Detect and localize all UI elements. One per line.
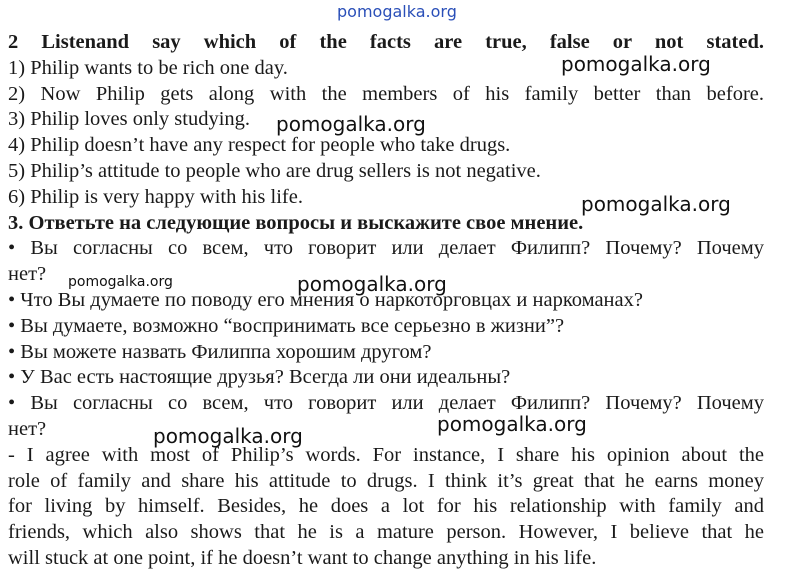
watermark-top: pomogalka.org (337, 2, 457, 21)
task3-heading: 3. Ответьте на следующие вопросы и выскажите свое мнение. (8, 211, 584, 234)
watermark: pomogalka.org (561, 52, 711, 76)
task3-question: нет? (8, 263, 47, 286)
answer-line: will stuck at one point, if he doesn’t want to change anything in his life. (8, 546, 597, 569)
task2-item: 3) Philip loves only studying. (8, 108, 251, 131)
watermark: pomogalka.org (581, 192, 731, 216)
task3-question: • Вы согласны со всем, что говорит или делает Филипп? Почему? Почему (8, 392, 764, 415)
task2-heading: 2 Listenand say which of the facts are true, false or not stated. (8, 31, 764, 53)
task2-item: 5) Philip’s attitude to people who are drug sellers is not negative. (8, 159, 541, 182)
task3-question: • У Вас есть настоящие друзья? Всегда ли они идеальны? (8, 366, 511, 389)
answer-line: role of family and share his attitude to drugs. I think it’s great that he earns money (8, 469, 764, 492)
watermark: pomogalka.org (276, 112, 426, 136)
answer-line: - I agree with most of Philip’s words. For instance, I share his opinion about the (8, 443, 764, 466)
task3-question: • Вы можете назвать Филиппа хорошим другом? (8, 340, 432, 363)
answer-line: friends, which also shows that he is a mature person. However, I believe that he (8, 521, 764, 544)
task2-item: 2) Now Philip gets along with the members of his family better than before. (8, 82, 764, 105)
task3-question: • Что Вы думаете по поводу его мнения о наркоторговцах и наркоманах? (8, 288, 643, 311)
watermark: pomogalka.org (153, 424, 303, 448)
task3-question: • Вы думаете, возможно “воспринимать все серьезно в жизни”? (8, 314, 565, 337)
watermark: pomogalka.org (68, 274, 173, 290)
task2-item: 1) Philip wants to be rich one day. (8, 56, 288, 79)
task2-item: 4) Philip doesn’t have any respect for people who take drugs. (8, 134, 511, 157)
task2-item: 6) Philip is very happy with his life. (8, 185, 303, 208)
watermark: pomogalka.org (437, 412, 587, 436)
task3-question: нет? (8, 417, 47, 440)
task3-question: • Вы согласны со всем, что говорит или делает Филипп? Почему? Почему (8, 237, 764, 260)
answer-line: for living by himself. Besides, he does a lot for his relationship with family and (8, 495, 764, 518)
watermark: pomogalka.org (297, 272, 447, 296)
